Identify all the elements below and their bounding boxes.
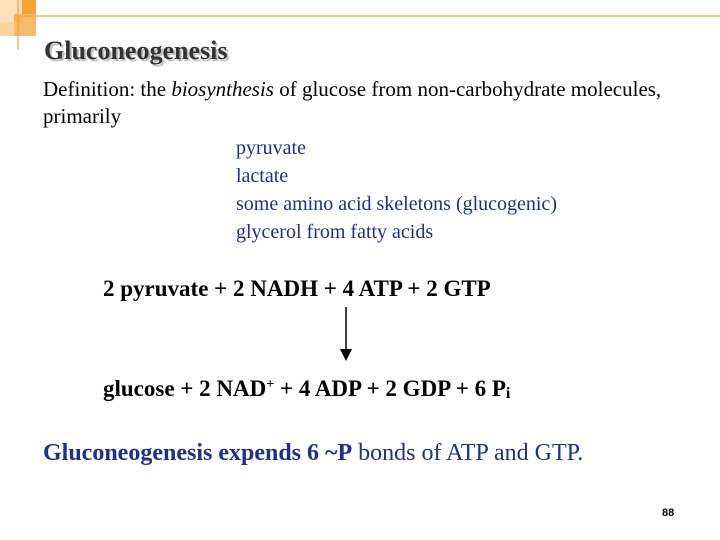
source-item: lactate — [236, 165, 289, 187]
definition-prefix: Definition: the — [43, 77, 172, 101]
definition-suffix: of glucose from non-carbohydrate molecules, primarily — [43, 77, 662, 128]
source-item: glycerol from fatty acids — [236, 221, 434, 243]
page-number: 88 — [662, 507, 675, 519]
source-list — [236, 134, 557, 246]
definition-emphasis: biosynthesis — [171, 77, 274, 101]
definition-text — [43, 76, 703, 130]
products-part1: glucose + 2 NAD — [103, 376, 267, 401]
summary-statement — [43, 440, 583, 467]
products-subscript: i — [505, 385, 511, 402]
slide-title: Gluconeogenesis — [44, 36, 228, 65]
products-superscript: + — [266, 377, 275, 392]
reaction-arrow-icon — [334, 307, 358, 363]
reaction-products — [103, 376, 510, 402]
source-item: pyruvate — [236, 137, 306, 159]
summary-bold: Gluconeogenesis expends 6 ~P — [43, 440, 353, 466]
reaction-reactants: 2 pyruvate + 2 NADH + 4 ATP + 2 GTP — [103, 276, 491, 301]
summary-rest: bonds of ATP and GTP. — [352, 440, 584, 466]
products-part2: + 4 ADP + 2 GDP + 6 P — [274, 376, 506, 401]
source-item: some amino acid skeletons (glucogenic) — [236, 193, 558, 215]
